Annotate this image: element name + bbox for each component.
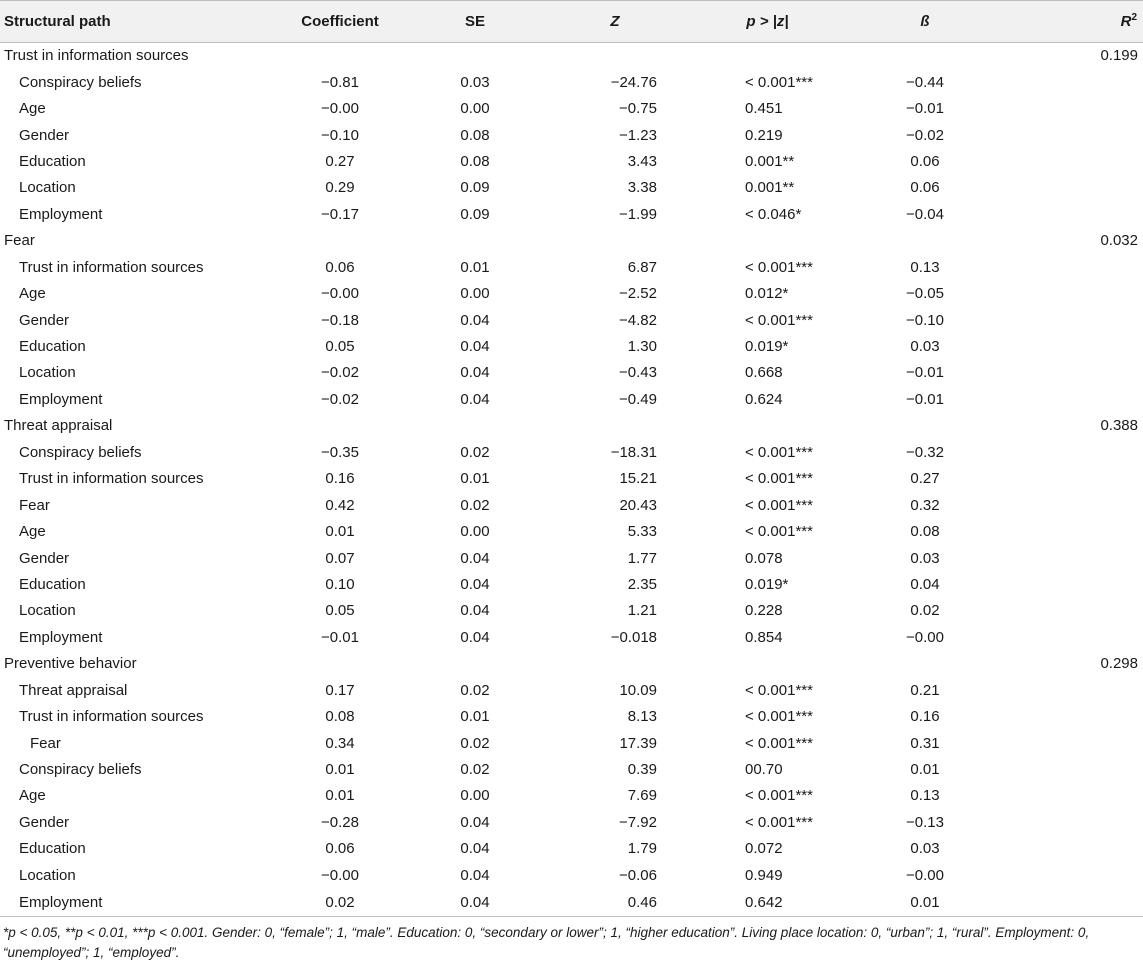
header-structural-path: Structural path	[0, 1, 270, 43]
p-value-cell: 0.668	[745, 364, 783, 382]
se-cell: 0.00	[460, 523, 490, 541]
p-value-cell: 0.228	[745, 602, 783, 620]
z-cell: 3.38	[627, 179, 657, 197]
coefficient-cell: 0.17	[325, 681, 355, 699]
path-cell: Preventive behavior	[4, 655, 137, 673]
r-squared-cell	[1005, 333, 1143, 359]
beta-cell: −0.10	[906, 311, 944, 329]
p-value-cell: 0.219	[745, 126, 783, 144]
coefficient-cell: 0.08	[325, 708, 355, 726]
header-beta-label: ß	[920, 13, 930, 30]
p-value-cell	[690, 43, 845, 69]
beta-cell: 0.04	[910, 575, 940, 593]
r-squared-cell	[1005, 545, 1143, 571]
path-cell: Location	[19, 602, 76, 620]
r-squared-cell: 0.199	[1100, 47, 1138, 65]
path-cell: Trust in information sources	[19, 708, 204, 726]
coefficient-cell	[270, 43, 410, 69]
z-cell: 6.87	[627, 258, 657, 276]
r-squared-cell	[1005, 439, 1143, 465]
header-r-superscript: 2	[1131, 12, 1137, 23]
r-squared-cell	[1005, 703, 1143, 729]
table-row	[0, 360, 1143, 386]
path-cell: Age	[19, 523, 46, 541]
coefficient-cell: −0.81	[321, 73, 359, 91]
coefficient-cell: 0.34	[325, 734, 355, 752]
path-cell: Education	[19, 338, 86, 356]
coefficient-cell: 0.01	[325, 761, 355, 779]
r-squared-cell	[1005, 386, 1143, 412]
table-row	[0, 862, 1143, 888]
r-squared-cell	[1005, 624, 1143, 650]
se-cell: 0.04	[460, 390, 490, 408]
se-cell: 0.02	[460, 496, 490, 514]
r-squared-cell	[1005, 756, 1143, 782]
z-cell: 5.33	[627, 523, 657, 541]
table-row	[0, 889, 1143, 917]
r-squared-cell	[1005, 598, 1143, 624]
path-cell: Employment	[19, 205, 103, 223]
beta-cell: 0.27	[910, 470, 940, 488]
z-cell: −18.31	[610, 443, 657, 461]
r-squared-cell	[1005, 836, 1143, 862]
z-cell: 2.35	[627, 575, 657, 593]
table-row	[0, 545, 1143, 571]
group-row	[0, 228, 1143, 254]
path-cell: Gender	[19, 311, 70, 329]
table-row	[0, 677, 1143, 703]
se-cell	[410, 413, 540, 439]
table-row	[0, 598, 1143, 624]
table-row	[0, 624, 1143, 650]
beta-cell: −0.01	[906, 100, 944, 118]
table-footnote: *p < 0.05, **p < 0.01, ***p < 0.001. Gender: 0, “female”; 1, “male”. Education: 0, “secondary or lower”; 1, “higher education”. Living place location: 0, “urban”; 1, “rural”. Employment: 0, “unemployed”; 1, “employed”.	[3, 925, 1090, 960]
r-squared-cell	[1005, 280, 1143, 306]
path-cell: Education	[19, 840, 86, 858]
table-row	[0, 307, 1143, 333]
path-cell: Fear	[4, 232, 35, 250]
path-cell: Fear	[30, 734, 61, 752]
z-cell: 3.43	[627, 152, 657, 170]
p-value-cell: < 0.001***	[745, 813, 813, 831]
coefficient-cell: −0.02	[321, 390, 359, 408]
beta-cell: 0.03	[910, 840, 940, 858]
header-z	[540, 1, 690, 43]
coefficient-cell: 0.02	[270, 889, 410, 917]
path-cell: Employment	[0, 889, 270, 917]
coefficient-cell: 0.29	[325, 179, 355, 197]
z-cell	[540, 651, 690, 677]
table-row	[0, 201, 1143, 227]
table-row	[0, 466, 1143, 492]
path-cell: Age	[19, 100, 46, 118]
r-squared-cell	[1005, 677, 1143, 703]
p-value-cell: 0.001**	[745, 152, 795, 170]
coefficient-cell: 0.07	[325, 549, 355, 567]
se-cell: 0.02	[460, 681, 490, 699]
coefficient-cell: 0.16	[325, 470, 355, 488]
z-cell: −0.018	[610, 628, 657, 646]
se-cell: 0.08	[460, 126, 490, 144]
path-cell: Age	[19, 787, 46, 805]
coefficient-cell: −0.00	[321, 100, 359, 118]
z-cell: 15.21	[619, 470, 657, 488]
coefficient-cell: 0.42	[325, 496, 355, 514]
p-value-cell: < 0.001***	[745, 708, 813, 726]
r-squared-cell	[1005, 69, 1143, 95]
se-cell: 0.04	[460, 575, 490, 593]
coefficient-cell: 0.06	[325, 840, 355, 858]
se-cell	[410, 228, 540, 254]
z-cell: 20.43	[619, 496, 657, 514]
p-value-cell: 0.001**	[745, 179, 795, 197]
p-value-cell: 0.451	[745, 100, 783, 118]
se-cell: 0.09	[460, 179, 490, 197]
path-cell: Age	[19, 285, 46, 303]
r-squared-cell	[1005, 466, 1143, 492]
path-cell: Employment	[19, 390, 103, 408]
z-cell: −4.82	[619, 311, 657, 329]
beta-cell: 0.31	[910, 734, 940, 752]
z-cell: −2.52	[619, 285, 657, 303]
path-cell: Gender	[19, 549, 70, 567]
beta-cell: 0.13	[910, 258, 940, 276]
p-value-cell: 0.019*	[745, 575, 789, 593]
header-se: SE	[410, 1, 540, 43]
p-value-cell: 0.072	[745, 840, 783, 858]
table-row	[0, 518, 1143, 544]
r-squared-cell	[1005, 95, 1143, 121]
path-cell: Trust in information sources	[19, 470, 204, 488]
se-cell: 0.04	[460, 338, 490, 356]
beta-cell: 0.02	[910, 602, 940, 620]
p-value-cell: < 0.001***	[745, 681, 813, 699]
z-cell: −1.23	[619, 126, 657, 144]
table-row	[0, 175, 1143, 201]
coefficient-cell: −0.00	[321, 866, 359, 884]
table-row	[0, 492, 1143, 518]
z-cell: −0.75	[619, 100, 657, 118]
header-coefficient: Coefficient	[270, 1, 410, 43]
header-r-label: R	[1120, 13, 1132, 30]
header-z-label: Z	[610, 13, 620, 30]
p-value-cell: 0.019*	[745, 338, 789, 356]
se-cell: 0.00	[460, 285, 490, 303]
se-cell: 0.04	[460, 311, 490, 329]
path-cell: Location	[19, 866, 76, 884]
se-cell	[410, 43, 540, 69]
z-cell: −7.92	[619, 813, 657, 831]
coefficient-cell: −0.02	[321, 364, 359, 382]
beta-cell	[845, 413, 1005, 439]
table-row	[0, 69, 1143, 95]
p-value-cell: < 0.001***	[745, 258, 813, 276]
se-cell	[410, 651, 540, 677]
beta-cell: −0.32	[906, 443, 944, 461]
r-squared-cell	[1005, 730, 1143, 756]
beta-cell: 0.13	[910, 787, 940, 805]
beta-cell: 0.21	[910, 681, 940, 699]
p-value-cell: 00.70	[745, 761, 783, 779]
r-squared-cell	[1005, 307, 1143, 333]
coefficient-cell	[270, 413, 410, 439]
r-squared-cell	[1005, 518, 1143, 544]
beta-cell: 0.08	[910, 523, 940, 541]
path-cell: Gender	[19, 813, 70, 831]
coefficient-cell	[270, 228, 410, 254]
z-cell: −0.43	[619, 364, 657, 382]
z-cell: 1.77	[627, 549, 657, 567]
beta-cell	[845, 228, 1005, 254]
coefficient-cell: −0.00	[321, 285, 359, 303]
se-cell: 0.01	[460, 470, 490, 488]
group-row	[0, 413, 1143, 439]
r-squared-cell	[1005, 889, 1143, 917]
se-cell: 0.04	[460, 840, 490, 858]
path-cell: Location	[19, 179, 76, 197]
z-cell	[540, 228, 690, 254]
beta-cell: −0.00	[906, 866, 944, 884]
coefficient-cell: 0.01	[325, 523, 355, 541]
r-squared-cell	[1005, 122, 1143, 148]
header-p-value	[690, 1, 845, 43]
path-cell: Education	[19, 575, 86, 593]
coefficient-cell: −0.17	[321, 205, 359, 223]
z-cell: −0.06	[619, 866, 657, 884]
se-cell: 0.00	[460, 100, 490, 118]
path-cell: Conspiracy beliefs	[19, 761, 142, 779]
z-cell: −24.76	[610, 73, 657, 91]
coefficient-cell: 0.05	[325, 602, 355, 620]
r-squared-cell	[1005, 862, 1143, 888]
path-cell: Fear	[19, 496, 50, 514]
z-cell	[540, 43, 690, 69]
se-cell: 0.02	[460, 734, 490, 752]
beta-cell: 0.32	[910, 496, 940, 514]
se-cell: 0.04	[460, 866, 490, 884]
p-value-cell: 0.078	[745, 549, 783, 567]
path-cell: Employment	[19, 628, 103, 646]
z-cell: 1.30	[627, 338, 657, 356]
r-squared-cell	[1005, 809, 1143, 835]
table-row	[0, 703, 1143, 729]
p-value-cell: < 0.001***	[745, 443, 813, 461]
z-cell: 8.13	[627, 708, 657, 726]
r-squared-cell	[1005, 148, 1143, 174]
se-cell: 0.09	[460, 205, 490, 223]
table-row	[0, 122, 1143, 148]
se-cell: 0.02	[460, 761, 490, 779]
p-value-cell: 0.642	[690, 889, 845, 917]
p-value-cell	[690, 228, 845, 254]
beta-cell	[845, 651, 1005, 677]
table-row	[0, 95, 1143, 121]
beta-cell: 0.01	[845, 889, 1005, 917]
coefficient-cell: −0.18	[321, 311, 359, 329]
path-cell: Education	[19, 152, 86, 170]
se-cell: 0.04	[410, 889, 540, 917]
table-row	[0, 571, 1143, 597]
coefficient-cell: −0.28	[321, 813, 359, 831]
r-squared-cell	[1005, 254, 1143, 280]
beta-cell: 0.03	[910, 549, 940, 567]
p-value-cell: 0.949	[745, 866, 783, 884]
r-squared-cell	[1005, 783, 1143, 809]
se-cell: 0.04	[460, 813, 490, 831]
z-cell: 1.21	[627, 602, 657, 620]
table-row	[0, 756, 1143, 782]
beta-cell: 0.06	[910, 179, 940, 197]
z-cell	[540, 413, 690, 439]
se-cell: 0.04	[460, 602, 490, 620]
p-value-cell: 0.012*	[745, 285, 789, 303]
table-row	[0, 386, 1143, 412]
table-row	[0, 254, 1143, 280]
z-cell: −1.99	[619, 205, 657, 223]
p-value-cell: < 0.001***	[745, 787, 813, 805]
table-row	[0, 730, 1143, 756]
table-row	[0, 280, 1143, 306]
z-cell: 17.39	[619, 734, 657, 752]
beta-cell: −0.44	[906, 73, 944, 91]
path-cell: Threat appraisal	[4, 417, 113, 435]
header-r-squared	[1005, 1, 1143, 43]
z-cell: 0.39	[627, 761, 657, 779]
coefficient-cell: 0.27	[325, 152, 355, 170]
table-row	[0, 439, 1143, 465]
coefficient-cell	[270, 651, 410, 677]
coefficient-cell: 0.10	[325, 575, 355, 593]
se-cell: 0.08	[460, 152, 490, 170]
path-cell: Location	[19, 364, 76, 382]
z-cell: 0.46	[540, 889, 690, 917]
p-value-cell: < 0.001***	[745, 496, 813, 514]
p-value-cell: 0.854	[745, 628, 783, 646]
beta-cell: 0.16	[910, 708, 940, 726]
coefficient-cell: −0.01	[321, 628, 359, 646]
coefficient-cell: 0.06	[325, 258, 355, 276]
path-cell: Threat appraisal	[19, 681, 128, 699]
r-squared-cell: 0.032	[1100, 232, 1138, 250]
beta-cell: 0.06	[910, 152, 940, 170]
coefficient-cell: 0.05	[325, 338, 355, 356]
header-p-label: p > |z|	[746, 13, 789, 30]
table-row	[0, 333, 1143, 359]
se-cell: 0.01	[460, 708, 490, 726]
se-cell: 0.01	[460, 258, 490, 276]
se-cell: 0.04	[460, 628, 490, 646]
se-cell: 0.00	[460, 787, 490, 805]
se-cell: 0.04	[460, 364, 490, 382]
r-squared-cell	[1005, 360, 1143, 386]
header-beta	[845, 1, 1005, 43]
table-body	[0, 43, 1143, 917]
beta-cell: 0.03	[910, 338, 940, 356]
p-value-cell: < 0.001***	[745, 734, 813, 752]
path-cell: Conspiracy beliefs	[19, 443, 142, 461]
r-squared-cell	[1005, 201, 1143, 227]
r-squared-cell	[1005, 492, 1143, 518]
beta-cell: −0.05	[906, 285, 944, 303]
z-cell: 10.09	[619, 681, 657, 699]
path-cell: Gender	[19, 126, 70, 144]
header-row	[0, 1, 1143, 43]
group-row	[0, 43, 1143, 69]
coefficient-cell: −0.35	[321, 443, 359, 461]
beta-cell: −0.13	[906, 813, 944, 831]
beta-cell: −0.01	[906, 390, 944, 408]
coefficient-cell: 0.01	[325, 787, 355, 805]
p-value-cell: < 0.001***	[745, 73, 813, 91]
beta-cell: −0.00	[906, 628, 944, 646]
beta-cell: −0.02	[906, 126, 944, 144]
se-cell: 0.03	[460, 73, 490, 91]
table-row	[0, 783, 1143, 809]
coefficient-cell: −0.10	[321, 126, 359, 144]
p-value-cell: < 0.001***	[745, 470, 813, 488]
se-cell: 0.04	[460, 549, 490, 567]
p-value-cell	[690, 651, 845, 677]
beta-cell: 0.01	[910, 761, 940, 779]
p-value-cell: < 0.001***	[745, 311, 813, 329]
beta-cell: −0.04	[906, 205, 944, 223]
path-cell: Trust in information sources	[4, 47, 189, 65]
table-row	[0, 809, 1143, 835]
p-value-cell	[690, 413, 845, 439]
z-cell: 1.79	[627, 840, 657, 858]
path-cell: Conspiracy beliefs	[19, 73, 142, 91]
group-row	[0, 651, 1143, 677]
r-squared-cell	[1005, 175, 1143, 201]
z-cell: 7.69	[627, 787, 657, 805]
z-cell: −0.49	[619, 390, 657, 408]
r-squared-cell	[1005, 571, 1143, 597]
path-cell: Trust in information sources	[19, 258, 204, 276]
p-value-cell: 0.624	[745, 390, 783, 408]
table-row	[0, 148, 1143, 174]
r-squared-cell: 0.298	[1100, 655, 1138, 673]
r-squared-cell: 0.388	[1100, 417, 1138, 435]
p-value-cell: < 0.001***	[745, 523, 813, 541]
table-row	[0, 836, 1143, 862]
beta-cell: −0.01	[906, 364, 944, 382]
p-value-cell: < 0.046*	[745, 205, 802, 223]
se-cell: 0.02	[460, 443, 490, 461]
table-header	[0, 1, 1143, 43]
beta-cell	[845, 43, 1005, 69]
